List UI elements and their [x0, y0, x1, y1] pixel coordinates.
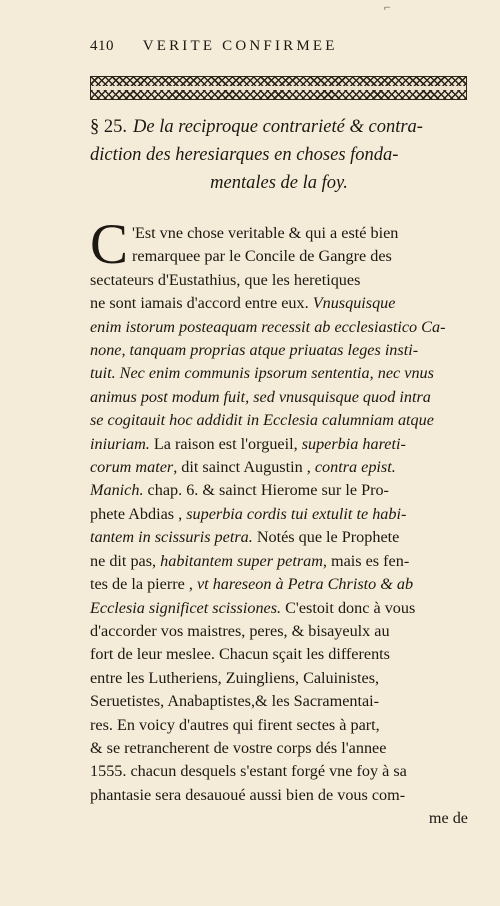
text-line: tes de la pierre , vt hareseon à Petra Christo & ab	[90, 575, 414, 594]
decorative-ornament-band	[90, 76, 467, 100]
text-line: Ecclesia significet scissiones. C'estoit donc à vous	[90, 598, 416, 617]
text-line: phantasie sera desauoué aussi bien de vous com-	[90, 785, 406, 804]
section-title-line-1: De la reciproque contrarieté & contra-	[133, 117, 423, 137]
text-line: Seruetistes, Anabaptistes,& les Sacramentai-	[90, 692, 380, 711]
text-line: 'Est vne chose veritable & qui a esté bien	[132, 224, 399, 242]
section-title-line-3: mentales de la foy.	[210, 173, 348, 193]
text-line: fort de leur meslee. Chacun sçait les differents	[90, 645, 390, 664]
text-line: iniuriam. La raison est l'orgueil, superbia hareti-	[90, 434, 406, 453]
text-line: se cogitauit hoc addidit in Ecclesia calumniam atque	[90, 411, 434, 430]
section-title-line-2: diction des heresiarques en choses fonda-	[90, 145, 399, 165]
running-title: VERITE CONFIRMEE	[142, 38, 338, 54]
text-line: Manich. chap. 6. & sainct Hierome sur le Pro-	[90, 481, 389, 500]
text-line: corum mater, dit sainct Augustin , contra epist.	[90, 458, 396, 477]
text-line: sectateurs d'Eustathius, que les heretiques	[90, 270, 361, 289]
text-line: d'accorder vos maistres, peres, & bisayeulx au	[90, 621, 390, 640]
text-line: phete Abdias , superbia cordis tui extulit te habi-	[90, 504, 407, 523]
text-line: tantem in scissuris petra. Notés que le Prophete	[90, 528, 400, 547]
text-line: tuit. Nec enim communis ipsorum sententia, nec vnus	[90, 364, 434, 383]
section-heading	[90, 113, 468, 197]
page-number: 410	[90, 38, 114, 54]
catchword: me de	[428, 809, 468, 828]
body-text	[90, 213, 468, 831]
text-line: ne dit pas, habitantem super petram, mais es fen-	[90, 551, 410, 570]
corner-mark: ⌐	[384, 0, 391, 14]
text-line: enim istorum posteaquam recessit ab ecclesiastico Ca-	[90, 317, 446, 336]
text-line: remarquee par le Concile de Gangre des	[132, 247, 392, 266]
section-number: § 25.	[90, 117, 127, 137]
text-line: entre les Lutheriens, Zuingliens, Caluinistes,	[90, 668, 380, 687]
text-line: & se retrancherent de vostre corps dés l'annee	[90, 738, 387, 757]
running-header	[90, 38, 466, 55]
text-line: 1555. chacun desquels s'estant forgé vne foy à sa	[90, 762, 407, 781]
text-line: animus post modum fuit, sed vnusquisque quod intra	[90, 387, 431, 406]
drop-cap: C	[90, 213, 129, 276]
text-line: none, tanquam proprias atque priuatas leges insti-	[90, 341, 419, 360]
text-line: res. En voicy d'autres qui firent sectes à part,	[90, 715, 380, 734]
text-line: ne sont iamais d'accord entre eux. Vnusquisque	[90, 294, 396, 313]
